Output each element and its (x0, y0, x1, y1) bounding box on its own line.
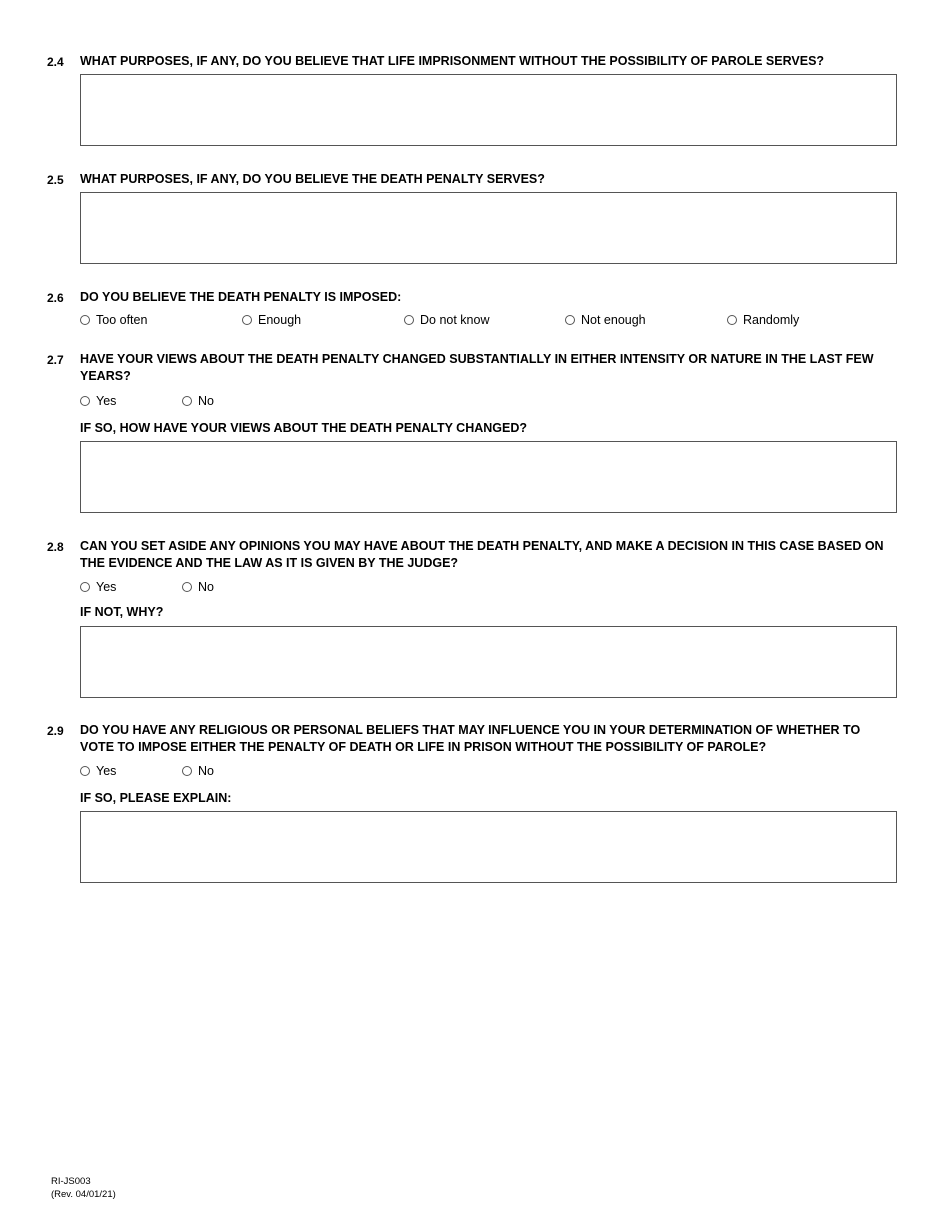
question-number: 2.5 (47, 173, 64, 187)
radio-no[interactable] (182, 579, 214, 595)
question-text: CAN YOU SET ASIDE ANY OPINIONS YOU MAY HAVE ABOUT THE DEATH PENALTY, AND MAKE A DECISION IN THIS CASE BASED ON THE EVIDENCE AND THE LAW AS IT IS GIVEN BY THE JUDGE? (80, 539, 884, 570)
question-number: 2.7 (47, 353, 64, 367)
form-revision: (Rev. 04/01/21) (51, 1189, 116, 1200)
radio-yes[interactable] (80, 579, 116, 595)
radio-circle-icon[interactable] (182, 396, 192, 406)
radio-circle-icon[interactable] (182, 582, 192, 592)
question-number: 2.9 (47, 724, 64, 738)
answer-box-2-8[interactable] (80, 626, 897, 698)
radio-circle-icon[interactable] (404, 315, 414, 325)
question-text: WHAT PURPOSES, IF ANY, DO YOU BELIEVE THE DEATH PENALTY SERVES? (80, 172, 545, 186)
radio-circle-icon[interactable] (727, 315, 737, 325)
radio-circle-icon[interactable] (80, 315, 90, 325)
option-label: Yes (96, 764, 117, 778)
option-label: No (198, 764, 214, 778)
radio-not-enough[interactable] (565, 312, 646, 328)
question-text: DO YOU BELIEVE THE DEATH PENALTY IS IMPOSED: (80, 290, 402, 304)
radio-circle-icon[interactable] (242, 315, 252, 325)
question-number: 2.6 (47, 291, 64, 305)
radio-circle-icon[interactable] (80, 396, 90, 406)
radio-no[interactable] (182, 393, 214, 409)
answer-box-2-4[interactable] (80, 74, 897, 146)
option-label: Too often (96, 313, 148, 327)
question-text: DO YOU HAVE ANY RELIGIOUS OR PERSONAL BELIEFS THAT MAY INFLUENCE YOU IN YOUR DETERMINATION OF WHETHER TO VOTE TO IMPOSE EITHER THE PENALTY OF DEATH OR LIFE IN PRISON WITHOUT THE POSSIBILITY OF PAROLE? (80, 723, 861, 754)
followup-label: IF SO, HOW HAVE YOUR VIEWS ABOUT THE DEATH PENALTY CHANGED? (80, 421, 528, 435)
radio-randomly[interactable] (727, 312, 799, 328)
option-label: Yes (96, 394, 117, 408)
radio-circle-icon[interactable] (565, 315, 575, 325)
answer-box-2-7[interactable] (80, 441, 897, 513)
answer-box-2-9[interactable] (80, 811, 897, 883)
radio-yes[interactable] (80, 393, 116, 409)
radio-yes[interactable] (80, 763, 116, 779)
radio-circle-icon[interactable] (80, 582, 90, 592)
radio-enough[interactable] (242, 312, 301, 328)
option-label: No (198, 580, 214, 594)
option-label: Enough (258, 313, 302, 327)
radio-no[interactable] (182, 763, 214, 779)
question-text: HAVE YOUR VIEWS ABOUT THE DEATH PENALTY CHANGED SUBSTANTIALLY IN EITHER INTENSITY OR NATURE IN THE LAST FEW YEARS? (80, 352, 874, 383)
radio-too-often[interactable] (80, 312, 147, 328)
form-id: RI-JS003 (51, 1176, 91, 1187)
radio-do-not-know[interactable] (404, 312, 489, 328)
question-number: 2.8 (47, 540, 64, 554)
answer-box-2-5[interactable] (80, 192, 897, 264)
radio-circle-icon[interactable] (182, 766, 192, 776)
form-footer (51, 1175, 116, 1201)
followup-label: IF SO, PLEASE EXPLAIN: (80, 791, 232, 805)
option-label: Randomly (743, 313, 800, 327)
radio-circle-icon[interactable] (80, 766, 90, 776)
option-label: Yes (96, 580, 117, 594)
option-label: No (198, 394, 214, 408)
option-label: Do not know (420, 313, 490, 327)
question-number: 2.4 (47, 55, 64, 69)
followup-label: IF NOT, WHY? (80, 605, 164, 619)
question-text: WHAT PURPOSES, IF ANY, DO YOU BELIEVE THAT LIFE IMPRISONMENT WITHOUT THE POSSIBILITY OF PAROLE SERVES? (80, 54, 825, 68)
option-label: Not enough (581, 313, 646, 327)
